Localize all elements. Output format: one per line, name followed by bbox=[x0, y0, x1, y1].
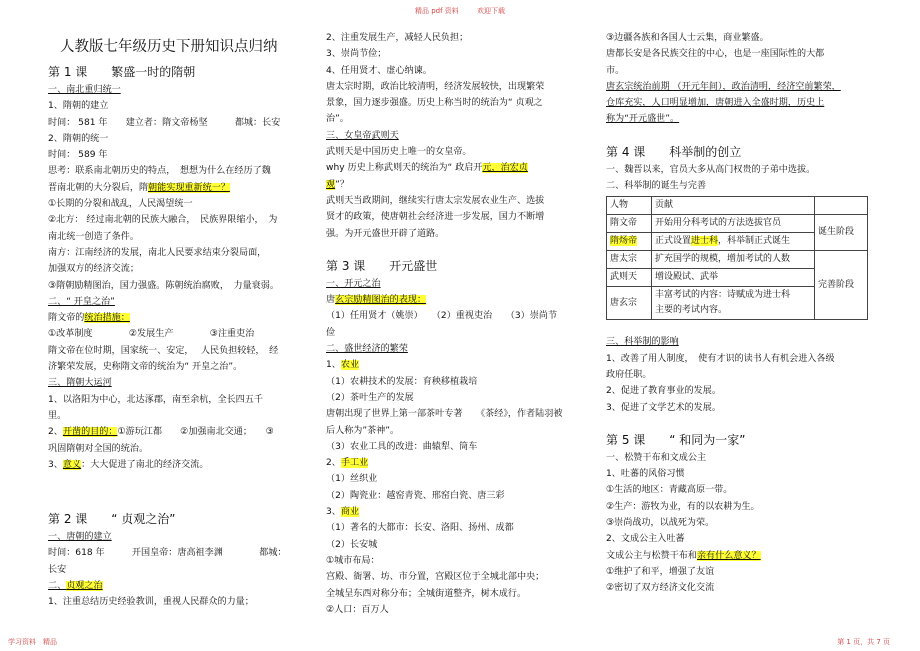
lesson-2-title: 第 2 课 “ 贞观之治” bbox=[48, 512, 176, 527]
table-cell: 武则天 bbox=[607, 269, 652, 287]
text-line bbox=[326, 455, 588, 471]
text-line: 强。为开元盛世开辟了道路。 bbox=[326, 228, 445, 239]
text-line: （1）丝织业 bbox=[326, 474, 378, 485]
table-cell: 增设殿试、武举 bbox=[652, 269, 815, 287]
text-line: 唐玄宗统治前期 （开元年间），政治清明，经济空前繁荣， bbox=[606, 81, 841, 92]
text-line: （1）农耕技术的发展：育秧移植栽培 bbox=[326, 376, 478, 387]
text-line: 二、科举制的诞生与完善 bbox=[606, 181, 707, 192]
text-line: 加强双方的经济交流； bbox=[48, 264, 139, 275]
text-span: 正式设置 bbox=[655, 236, 692, 247]
text-span: 晋南北朝的大分裂后，隋 bbox=[48, 182, 149, 193]
text-line: ①长期的分裂和战乱，人民渴望统一 bbox=[48, 199, 193, 210]
header-right: 欢迎下载 bbox=[477, 7, 506, 15]
text-line: ③崇尚战功，以战死为荣。 bbox=[606, 518, 715, 529]
table-cell: 唐太宗 bbox=[607, 251, 652, 269]
spacer bbox=[326, 242, 588, 256]
section-heading: 二、“ 开皇之治” bbox=[48, 296, 115, 307]
imperial-exam-table bbox=[606, 196, 868, 320]
spacer bbox=[606, 128, 872, 142]
table-cell bbox=[607, 233, 652, 251]
stage-cell: 诞生阶段 bbox=[815, 215, 868, 251]
text-span: 1、 bbox=[326, 360, 341, 371]
text-line: 隋文帝在位时期，国家统一、安定， 人民负担较轻， 经 bbox=[48, 345, 279, 356]
text-line: 3、崇尚节俭； bbox=[326, 49, 387, 60]
spacer bbox=[606, 326, 872, 334]
text-line: （3）农业工具的改进：曲辕犁、筒车 bbox=[326, 441, 478, 452]
highlight: 朝能实现重新统一？ bbox=[148, 182, 230, 193]
text-line: 1、吐蕃的风俗习惯 bbox=[606, 469, 685, 480]
table-row bbox=[607, 251, 868, 269]
stage-cell: 完善阶段 bbox=[815, 251, 868, 320]
text-span: 3、 bbox=[326, 507, 341, 518]
text-line: 武则天当政期间，继续实行唐太宗发展农业生产、选拔 bbox=[326, 195, 545, 206]
text-span: ”？ bbox=[335, 179, 349, 190]
highlight: 隋炀帝 bbox=[610, 236, 638, 247]
highlight: 玄宗励精图治的表现： bbox=[335, 295, 427, 306]
text-span: 二、 bbox=[48, 581, 67, 592]
highlight: 观 bbox=[326, 179, 336, 190]
text-line: 3、促进了文学艺术的发展。 bbox=[606, 402, 721, 413]
text-line: ①维护了和平，增强了友谊 bbox=[606, 566, 715, 577]
footer-left: 学习资料 精品 bbox=[8, 638, 57, 646]
text-span: 3、 bbox=[48, 459, 63, 470]
text-span: 2、 bbox=[326, 458, 341, 469]
highlight: 商业 bbox=[340, 507, 360, 518]
text-line: 武则天是中国历史上唯一的女皇帝。 bbox=[326, 147, 472, 158]
section-heading: 一、开元之治 bbox=[326, 278, 381, 289]
text-line: ①改革制度 ②发展生产 ③注重吏治 bbox=[48, 329, 255, 340]
text-line bbox=[326, 177, 588, 193]
lesson-4-title: 第 4 课 科举制的创立 bbox=[606, 144, 742, 159]
text-span: ①游玩江都 ②加强南北交通； ③ bbox=[117, 427, 274, 438]
text-line: 俭 bbox=[326, 327, 336, 338]
text-line: 4、任用贤才、虚心纳谏。 bbox=[326, 65, 432, 76]
text-line: ③边疆各族和各国人士云集，商业繁盛。 bbox=[606, 33, 769, 43]
text-line: ①城市布局： bbox=[326, 555, 380, 566]
text-line: （1）著名的大都市：长安、洛阳、扬州、成都 bbox=[326, 523, 514, 534]
spacer bbox=[606, 416, 872, 430]
text-line: 济繁荣发展，史称隋文帝的统治为“ 开皇之治”。 bbox=[48, 362, 243, 373]
column-2 bbox=[326, 30, 588, 618]
highlight: 亲有什么意义？ bbox=[696, 550, 761, 561]
text-line: 唐朝出现了世界上第一部茶叶专著 《茶经》，作者陆羽被 bbox=[326, 409, 563, 420]
table-row bbox=[607, 197, 868, 215]
text-line: 宫殿、衙署、坊、市分置，宫殿区位于全城北部中央； bbox=[326, 572, 545, 583]
text-line: 1、隋朝的建立 bbox=[48, 101, 109, 112]
text-line: 南北统一创造了条件。 bbox=[48, 231, 139, 242]
text-line: 贤才的政策，使唐朝社会经济进一步发展，国力不断增 bbox=[326, 212, 545, 223]
text-line: ①生活的地区：青藏高原一带。 bbox=[606, 485, 733, 496]
text-line: （1）任用贤才（姚崇） （2）重视吏治 （3）崇尚节 bbox=[326, 311, 558, 322]
text-line: 2、隋朝的统一 bbox=[48, 133, 109, 144]
highlight: 意义 bbox=[62, 459, 82, 470]
table-row bbox=[607, 215, 868, 233]
document-title: 人教版七年级历史下册知识点归纳 bbox=[60, 39, 278, 55]
section-heading: 二、盛世经济的繁荣 bbox=[326, 344, 408, 355]
text-line: （2）茶叶生产的发展 bbox=[326, 392, 414, 403]
text-line bbox=[48, 310, 306, 326]
table-cell: 开始用分科考试的方法选拔官员 bbox=[652, 215, 815, 233]
text-line: 市。 bbox=[606, 65, 625, 76]
section-heading: 三、隋朝大运河 bbox=[48, 378, 112, 389]
text-span: 隋文帝的 bbox=[48, 313, 85, 324]
table-cell: 隋文帝 bbox=[607, 215, 652, 233]
table-header-cell: 人物 bbox=[607, 197, 652, 215]
text-line: 1、注重总结历史经验教训，重视人民群众的力量； bbox=[48, 597, 254, 608]
column-1 bbox=[48, 30, 306, 611]
text-span: 主要的考试内容。 bbox=[655, 305, 728, 316]
text-line: ②人口：百万人 bbox=[326, 604, 389, 615]
highlight: 元，治宏贞 bbox=[482, 163, 528, 174]
text-span: why 历史上称武则天的统治为“ 政启开 bbox=[326, 163, 483, 174]
highlight: 进士科 bbox=[691, 236, 719, 247]
text-line: 全城呈东西对称分布；全城街道整齐，树木成行。 bbox=[326, 588, 527, 599]
text-line: 思考：联系南北朝历史的特点， 想想为什么在经历了魏 bbox=[48, 166, 271, 177]
text-line: ②密切了双方经济文化交流 bbox=[606, 583, 715, 594]
header-left: 精品 pdf 资料 bbox=[414, 7, 459, 15]
text-line bbox=[326, 160, 588, 176]
text-line: ②生产：游牧为业，有的以农耕为生。 bbox=[606, 501, 760, 512]
table-header-cell: 贡献 bbox=[652, 197, 815, 215]
table-cell: 唐玄宗 bbox=[607, 287, 652, 320]
lesson-1-title: 第 1 课 繁盛一时的隋朝 bbox=[48, 65, 196, 79]
text-line bbox=[606, 548, 872, 564]
text-span: ，科举制正式诞生 bbox=[718, 236, 791, 247]
highlight: 农业 bbox=[340, 360, 360, 371]
table-cell-empty bbox=[815, 197, 868, 215]
text-line: 唐太宗时期，政治比较清明，经济发展较快，出现繁荣 bbox=[326, 81, 545, 92]
text-line: ③隋朝励精图治，国力强盛。陈朝统治腐败， 力量衰弱。 bbox=[48, 280, 279, 291]
text-line bbox=[48, 424, 306, 440]
text-line: （2）长安城 bbox=[326, 539, 378, 550]
text-line: 1、以洛阳为中心，北达涿郡，南至余杭，全长四五千 bbox=[48, 394, 263, 405]
text-line: 时间： 581 年 建立者：隋文帝杨坚 都城：长安 bbox=[48, 117, 281, 128]
page-header bbox=[0, 6, 920, 16]
text-line: 仓库充实，人口明显增加，唐朝进入全盛时期，历史上 bbox=[606, 98, 825, 109]
text-line bbox=[326, 504, 588, 520]
text-line bbox=[48, 180, 306, 196]
text-line: 南方：江南经济的发展，南北人民要求结束分裂局面， bbox=[48, 247, 267, 258]
text-line: 时间：618 年 开国皇帝：唐高祖李渊 都城： bbox=[48, 548, 287, 559]
text-line bbox=[326, 357, 588, 373]
text-line: 一、松赞干布和文成公主 bbox=[606, 452, 707, 463]
highlight: 开凿的目的： bbox=[62, 427, 118, 438]
text-span: 2、 bbox=[48, 427, 63, 438]
text-line: 称为“开元盛世”。 bbox=[606, 114, 680, 125]
highlight: 贞观之治 bbox=[66, 581, 103, 592]
highlight: 手工业 bbox=[340, 458, 369, 469]
text-line bbox=[48, 457, 306, 473]
section-heading bbox=[48, 578, 306, 594]
text-span: 丰富考试的内容：诗赋成为进士科 bbox=[655, 290, 791, 301]
lesson-3-title: 第 3 课 开元盛世 bbox=[326, 258, 438, 273]
page-number: 第 1 页，共 7 页 bbox=[837, 638, 890, 646]
column-3 bbox=[606, 30, 872, 597]
lesson-5-title: 第 5 课 “ 和同为一家” bbox=[606, 432, 746, 447]
text-line: （2）陶瓷业：越窑青瓷、邢窑白瓷、唐三彩 bbox=[326, 490, 505, 501]
spacer bbox=[48, 473, 306, 509]
table-cell bbox=[652, 233, 815, 251]
text-line: 政府任职。 bbox=[606, 369, 652, 380]
highlight: 统治措施： bbox=[84, 313, 130, 324]
text-line: 1、改善了用人制度， 使有才识的读书人有机会进入各级 bbox=[606, 353, 835, 364]
text-line: 巩固隋朝对全国的统治。 bbox=[48, 443, 149, 454]
text-span: 文成公主与松赞干布和 bbox=[606, 550, 697, 561]
text-line: 2、促进了教育事业的发展。 bbox=[606, 386, 721, 397]
table-cell bbox=[652, 287, 815, 320]
text-line: ②北方： 经过南北朝的民族大融合， 民族界限缩小， 为 bbox=[48, 215, 278, 226]
section-heading: 三、女皇帝武则天 bbox=[326, 130, 399, 141]
text-line: 景象，国力逐步强盛。历史上称当时的统治为“ 贞观之 bbox=[326, 98, 543, 109]
text-line: 2、注重发展生产，减轻人民负担； bbox=[326, 33, 469, 43]
table-cell: 扩充国学的规模，增加考试的人数 bbox=[652, 251, 815, 269]
text-line: 一、魏晋以来，官员大多从高门权贵的子弟中选拔。 bbox=[606, 164, 816, 175]
text-line bbox=[326, 292, 588, 308]
section-heading: 一、南北重归统一 bbox=[48, 85, 121, 95]
text-line: 时间： 589 年 bbox=[48, 150, 108, 161]
text-span: ：大大促进了南北的经济交流。 bbox=[81, 459, 209, 470]
text-line: 里。 bbox=[48, 410, 67, 421]
section-heading: 一、唐朝的建立 bbox=[48, 532, 112, 543]
text-line: 治”。 bbox=[326, 114, 349, 125]
text-span: 唐 bbox=[326, 295, 336, 306]
text-line: 长安 bbox=[48, 564, 67, 575]
section-heading: 三、科举制的影响 bbox=[606, 337, 679, 348]
text-line: 2、文成公主入吐蕃 bbox=[606, 534, 685, 545]
text-line: 后人称为”茶神”。 bbox=[326, 425, 400, 436]
text-line: 唐都长安是各民族交往的中心，也是一座国际性的大都 bbox=[606, 49, 825, 60]
